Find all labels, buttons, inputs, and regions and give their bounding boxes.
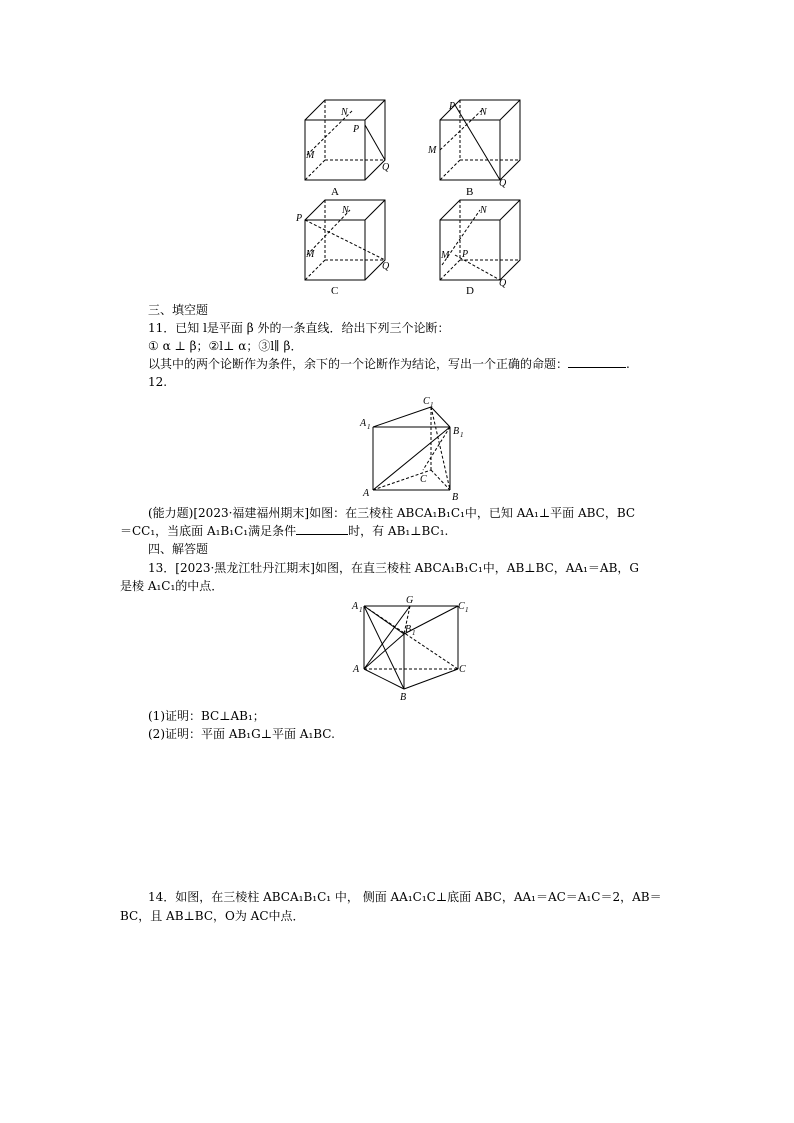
q12-label-c1: C	[423, 396, 430, 407]
q13-label-a1-sub: 1	[359, 606, 363, 614]
q12-label-c1-sub: 1	[430, 401, 434, 409]
label-a-n: N	[341, 107, 348, 118]
q12-label-b1: B	[453, 426, 460, 437]
q13-label-a1: A	[352, 601, 359, 612]
cube-figures	[290, 95, 540, 305]
q11-line1: 11．已知 l是平面 β 外的一条直线．给出下列三个论断：	[148, 321, 450, 335]
q12-label-a1: A	[360, 418, 367, 429]
q13-label-c: C	[459, 664, 466, 675]
label-c-m: M	[306, 249, 315, 260]
q12-label-b1-sub: 1	[460, 431, 464, 439]
q12-line2-b: 时，有 AB₁⊥BC₁.	[348, 524, 449, 538]
label-c-n: N	[342, 205, 349, 216]
label-b-q: Q	[499, 178, 507, 189]
q11-line2: ① α ⊥ β；②l⊥ α；③l∥ β．	[148, 339, 303, 353]
caption-d: D	[466, 285, 474, 297]
q12-prism-figure	[355, 390, 475, 502]
label-b-p: P	[449, 101, 456, 112]
q13-part2: (2)证明：平面 AB₁G⊥平面 A₁BC.	[148, 727, 335, 741]
q11-answer-blank[interactable]	[568, 357, 626, 368]
label-b-m: M	[428, 145, 437, 156]
q13-prism-figure	[346, 594, 476, 704]
q12-line2-a: ＝CC₁，当底面 A₁B₁C₁满足条件	[120, 524, 297, 538]
label-a-q: Q	[382, 162, 390, 173]
q13-part1: (1)证明：BC⊥AB₁；	[148, 709, 265, 723]
caption-b: B	[466, 186, 474, 198]
label-a-p: P	[353, 124, 360, 135]
label-d-m: M	[441, 250, 450, 261]
q13-label-c1: C	[458, 601, 465, 612]
label-c-p: P	[296, 213, 303, 224]
section-3-title: 三、填空题	[148, 303, 209, 317]
q13-label-g: G	[406, 595, 414, 606]
label-a-m: M	[306, 150, 315, 161]
label-b-n: N	[480, 107, 487, 118]
label-c-q: Q	[382, 261, 390, 272]
q14-line1: 14．如图，在三棱柱 ABCA₁B₁C₁ 中， 侧面 AA₁C₁C⊥底面 ABC，AA₁＝AC＝A₁C＝2，AB＝	[148, 890, 662, 904]
q13-label-b1: B	[405, 624, 412, 635]
caption-c: C	[331, 285, 339, 297]
q12-label-c: C	[420, 474, 427, 485]
q12-line1: (能力题)[2023·福建福州期末]如图：在三棱柱 ABCA₁B₁C₁中，已知 AA₁⊥平面 ABC，BC	[148, 506, 636, 520]
q12-label-b: B	[452, 492, 459, 502]
q13-line1: 13．[2023·黑龙江牡丹江期末]如图，在直三棱柱 ABCA₁B₁C₁中，AB⊥BC，AA₁＝AB，G	[148, 561, 639, 575]
q11-end: .	[626, 357, 630, 371]
q12-answer-blank[interactable]	[296, 524, 348, 535]
q12-number: 12.	[148, 375, 168, 389]
q11-line3	[148, 356, 630, 373]
q13-line2: 是棱 A₁C₁的中点．	[120, 579, 224, 593]
label-d-q: Q	[499, 278, 507, 289]
section-4-title: 四、解答题	[148, 542, 209, 556]
q13-label-b1-sub: 1	[412, 629, 416, 637]
q11-line3-text: 以其中的两个论断作为条件，余下的一个论断作为结论，写出一个正确的命题：	[148, 357, 569, 371]
caption-a: A	[331, 186, 339, 198]
q12-label-a1-sub: 1	[367, 423, 371, 431]
label-d-p: P	[462, 249, 469, 260]
q14-line2: BC，且 AB⊥BC，O为 AC中点．	[120, 909, 305, 923]
q12-label-a: A	[363, 488, 370, 499]
label-d-n: N	[480, 205, 487, 216]
q13-label-a: A	[353, 664, 360, 675]
q13-label-c1-sub: 1	[465, 606, 469, 614]
q13-label-b: B	[400, 692, 407, 703]
q12-line2	[120, 523, 448, 540]
